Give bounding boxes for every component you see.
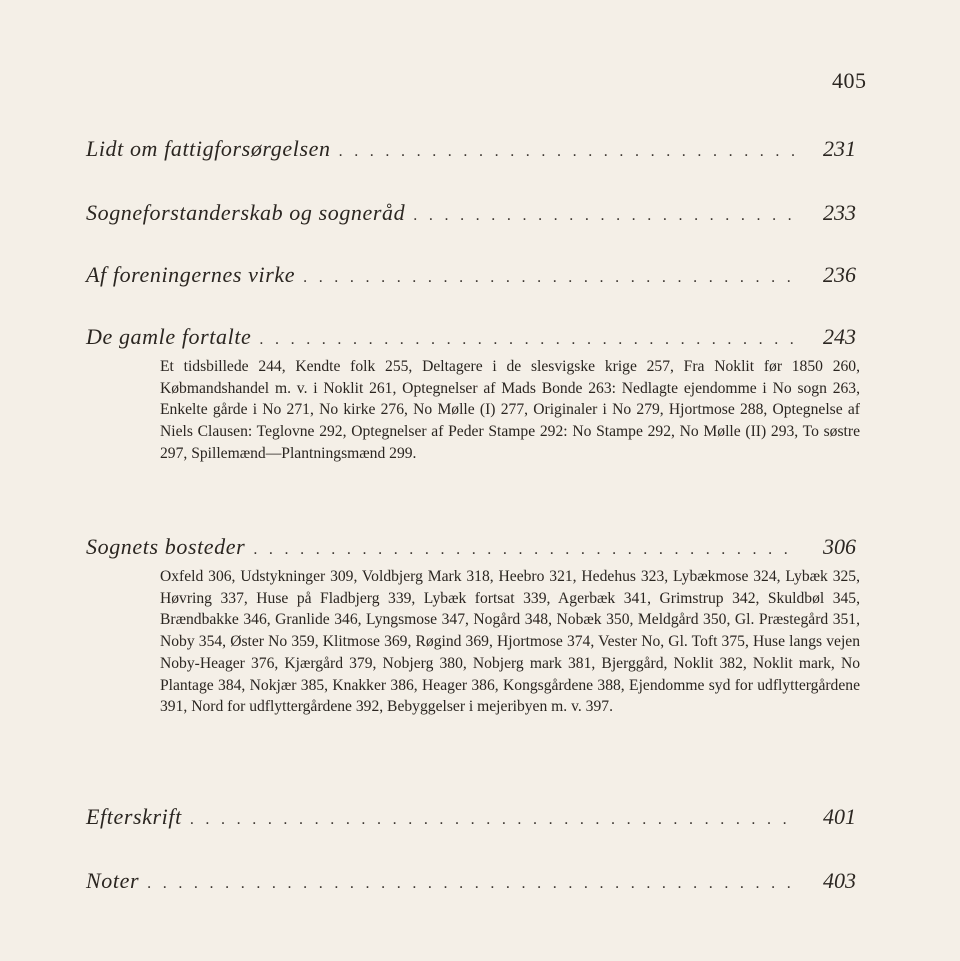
entry-title: De gamle fortalte: [86, 324, 252, 349]
toc-entry: [86, 262, 856, 288]
entry-title: Sognets bosteder: [86, 534, 246, 559]
toc-entry: [86, 868, 856, 894]
dot-leader: [147, 875, 794, 893]
entry-page: 243: [823, 324, 856, 349]
dot-leader: [303, 269, 794, 287]
toc-entry: [86, 136, 856, 162]
entry-title: Af foreningernes virke: [86, 262, 296, 287]
entry-title: Efterskrift: [86, 804, 182, 829]
page-number: 405: [832, 68, 867, 93]
entry-page: 403: [823, 868, 856, 893]
entry-title: Noter: [86, 868, 140, 893]
toc-entry: [86, 804, 856, 830]
entry-description: Et tidsbillede 244, Kendte folk 255, Deltagere i de slesvigske krige 257, Fra Noklit før 1850 260, Købmandshandel m. v. i Noklit 261, Optegnelser af Mads Bonde 263: Nedlagte ejendomme i No sogn 263, Enkelte gårde i No 271, No kirke 276, No Mølle (I) 277, Originaler i No 279, Hjortmose 288, Optegnelse af Niels Clausen: Teglovne 292, Optegnelser af Peder Stampe 292: No Stampe 292, No Mølle (II) 293, To søstre 297, Spillemænd—Plantningsmænd 299.: [160, 358, 860, 462]
entry-description: Oxfeld 306, Udstykninger 309, Voldbjerg Mark 318, Heebro 321, Hedehus 323, Lybækmose 324, Lybæk 325, Høvring 337, Huse på Fladbjerg 339, Lybæk fortsat 339, Agerbæk 341, Grimstrup 342, Skuldbøl 345, Brændbakke 346, Granlide 346, Lyngsmose 347, Nogård 348, Nobæk 350, Meldgård 350, Gl. Præstegård 351, Noby 354, Øster No 359, Klitmose 369, Røgind 369, Hjortmose 374, Vester No, Gl. Toft 375, Huse langs vejen Noby-Heager 376, Kjærgård 379, Nobjerg 380, Nobjerg mark 381, Bjerggård, Noklit 382, Noklit mark, No Plantage 384, Nokjær 385, Knakker 386, Heager 386, Kongsgårdene 388, Ejendomme syd for udflyttergårdene 391, Nord for udflyttergårdene 392, Bebyggelser i mejeribyen m. v. 397.: [160, 568, 860, 716]
entry-page: 231: [823, 136, 856, 161]
dot-leader: [339, 143, 794, 161]
entry-page: 233: [823, 200, 856, 225]
toc-entry: [86, 324, 860, 465]
entry-page: 306: [823, 534, 856, 559]
toc-entry: [86, 534, 860, 718]
dot-leader: [259, 331, 794, 349]
dot-leader: [253, 541, 794, 559]
entry-page: 236: [823, 262, 856, 287]
entry-page: 401: [823, 804, 856, 829]
dot-leader: [190, 811, 794, 829]
entry-title: Sogneforstanderskab og sogneråd: [86, 200, 406, 225]
entry-title: Lidt om fattigforsørgelsen: [86, 136, 331, 161]
toc-entry: [86, 200, 856, 226]
dot-leader: [413, 207, 794, 225]
